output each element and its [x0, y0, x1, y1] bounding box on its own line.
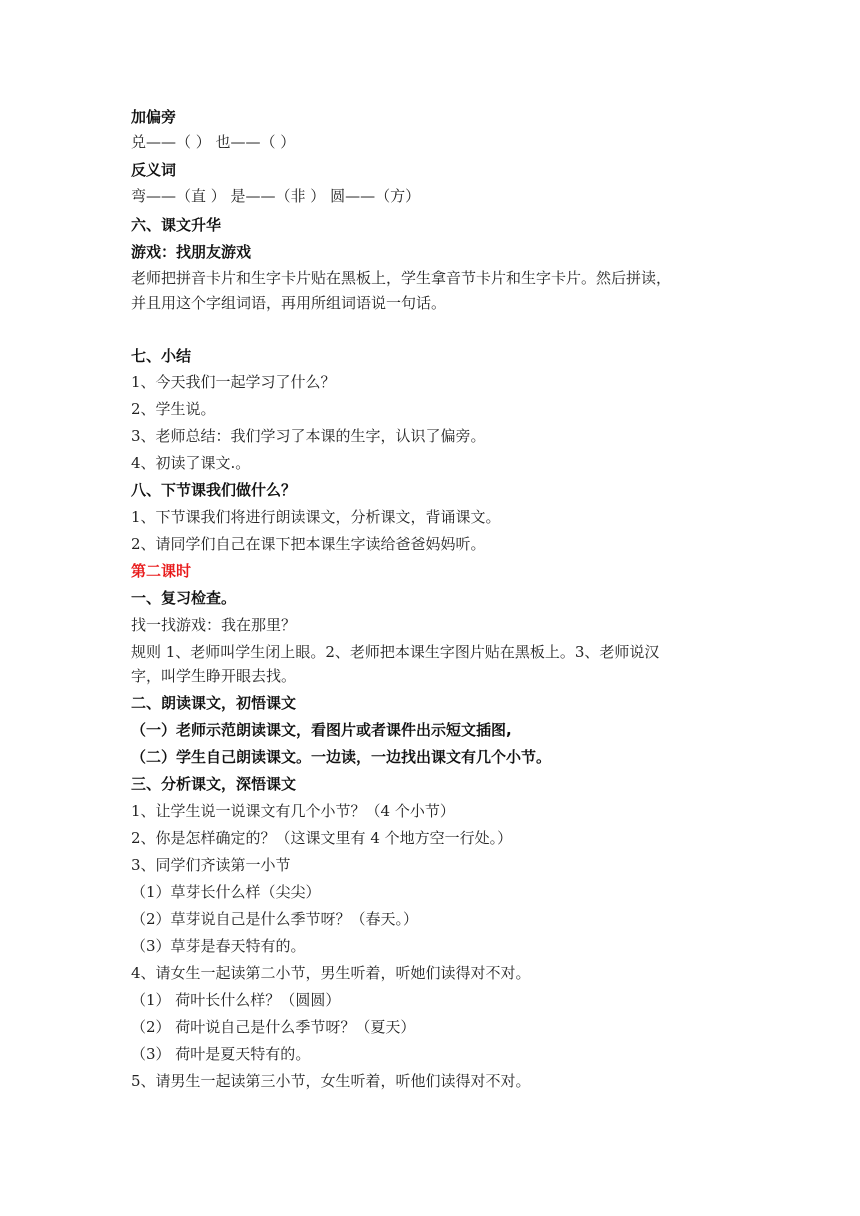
heading-line: 加偏旁: [131, 108, 177, 126]
heading-line: 一、复习检查。: [131, 589, 237, 607]
text-line: 5、请男生一起读第三小节，女生听着，听他们读得对不对。: [131, 1072, 531, 1090]
text-line: 字，叫学生睁开眼去找。: [131, 667, 297, 685]
text-line: 1、下节课我们将进行朗读课文，分析课文，背诵课文。: [131, 508, 501, 526]
section-heading-red: 第二课时: [131, 562, 192, 580]
heading-line: （一）老师示范朗读课文，看图片或者课件出示短文插图,: [131, 721, 512, 739]
text-line: 3、老师总结：我们学习了本课的生字，认识了偏旁。: [131, 427, 486, 445]
text-line: （2）草芽说自己是什么季节呀？（春天。）: [131, 910, 419, 928]
text-line: 1、让学生说一说课文有几个小节？（4 个小节）: [131, 802, 455, 820]
heading-line: 反义词: [131, 161, 177, 179]
text-line: （1） 荷叶长什么样？（圆圆）: [131, 991, 341, 1009]
text-line: 1、今天我们一起学习了什么？: [131, 373, 336, 391]
heading-line: 七、小结: [131, 347, 192, 365]
text-line: 老师把拼音卡片和生字卡片贴在黑板上，学生拿音节卡片和生字卡片。然后拼读，: [131, 269, 672, 287]
text-line: 弯——（直 ） 是——（非 ） 圆——（方）: [131, 187, 421, 205]
text-line: 找一找游戏：我在那里？: [131, 616, 297, 634]
heading-line: 三、分析课文，深悟课文: [131, 775, 297, 793]
text-line: 4、初读了课文.。: [131, 454, 251, 472]
text-line: 并且用这个字组词语，再用所组词语说一句话。: [131, 294, 447, 312]
heading-line: 六、课文升华: [131, 216, 222, 234]
text-line: 2、你是怎样确定的？（这课文里有 4 个地方空一行处。）: [131, 829, 513, 847]
text-line: 2、学生说。: [131, 400, 216, 418]
text-line: 3、同学们齐读第一小节: [131, 856, 291, 874]
text-line: 规则 1、老师叫学生闭上眼。2、老师把本课生字图片贴在黑板上。3、老师说汉: [131, 643, 660, 661]
text-line: （3） 荷叶是夏天特有的。: [131, 1045, 311, 1063]
heading-line: 游戏：找朋友游戏: [131, 243, 252, 261]
heading-line: 二、朗读课文，初悟课文: [131, 694, 297, 712]
text-line: 兑——（ ） 也——（ ）: [131, 133, 296, 151]
text-line: （3）草芽是春天特有的。: [131, 937, 306, 955]
heading-line: 八、下节课我们做什么？: [131, 481, 297, 499]
text-line: 4、请女生一起读第二小节，男生听着，听她们读得对不对。: [131, 964, 531, 982]
text-line: （2） 荷叶说自己是什么季节呀？（夏天）: [131, 1018, 416, 1036]
text-line: 2、请同学们自己在课下把本课生字读给爸爸妈妈听。: [131, 535, 486, 553]
text-line: （1）草芽长什么样（尖尖）: [131, 883, 321, 901]
heading-line: （二）学生自己朗读课文。一边读，一边找出课文有几个小节。: [131, 748, 552, 766]
